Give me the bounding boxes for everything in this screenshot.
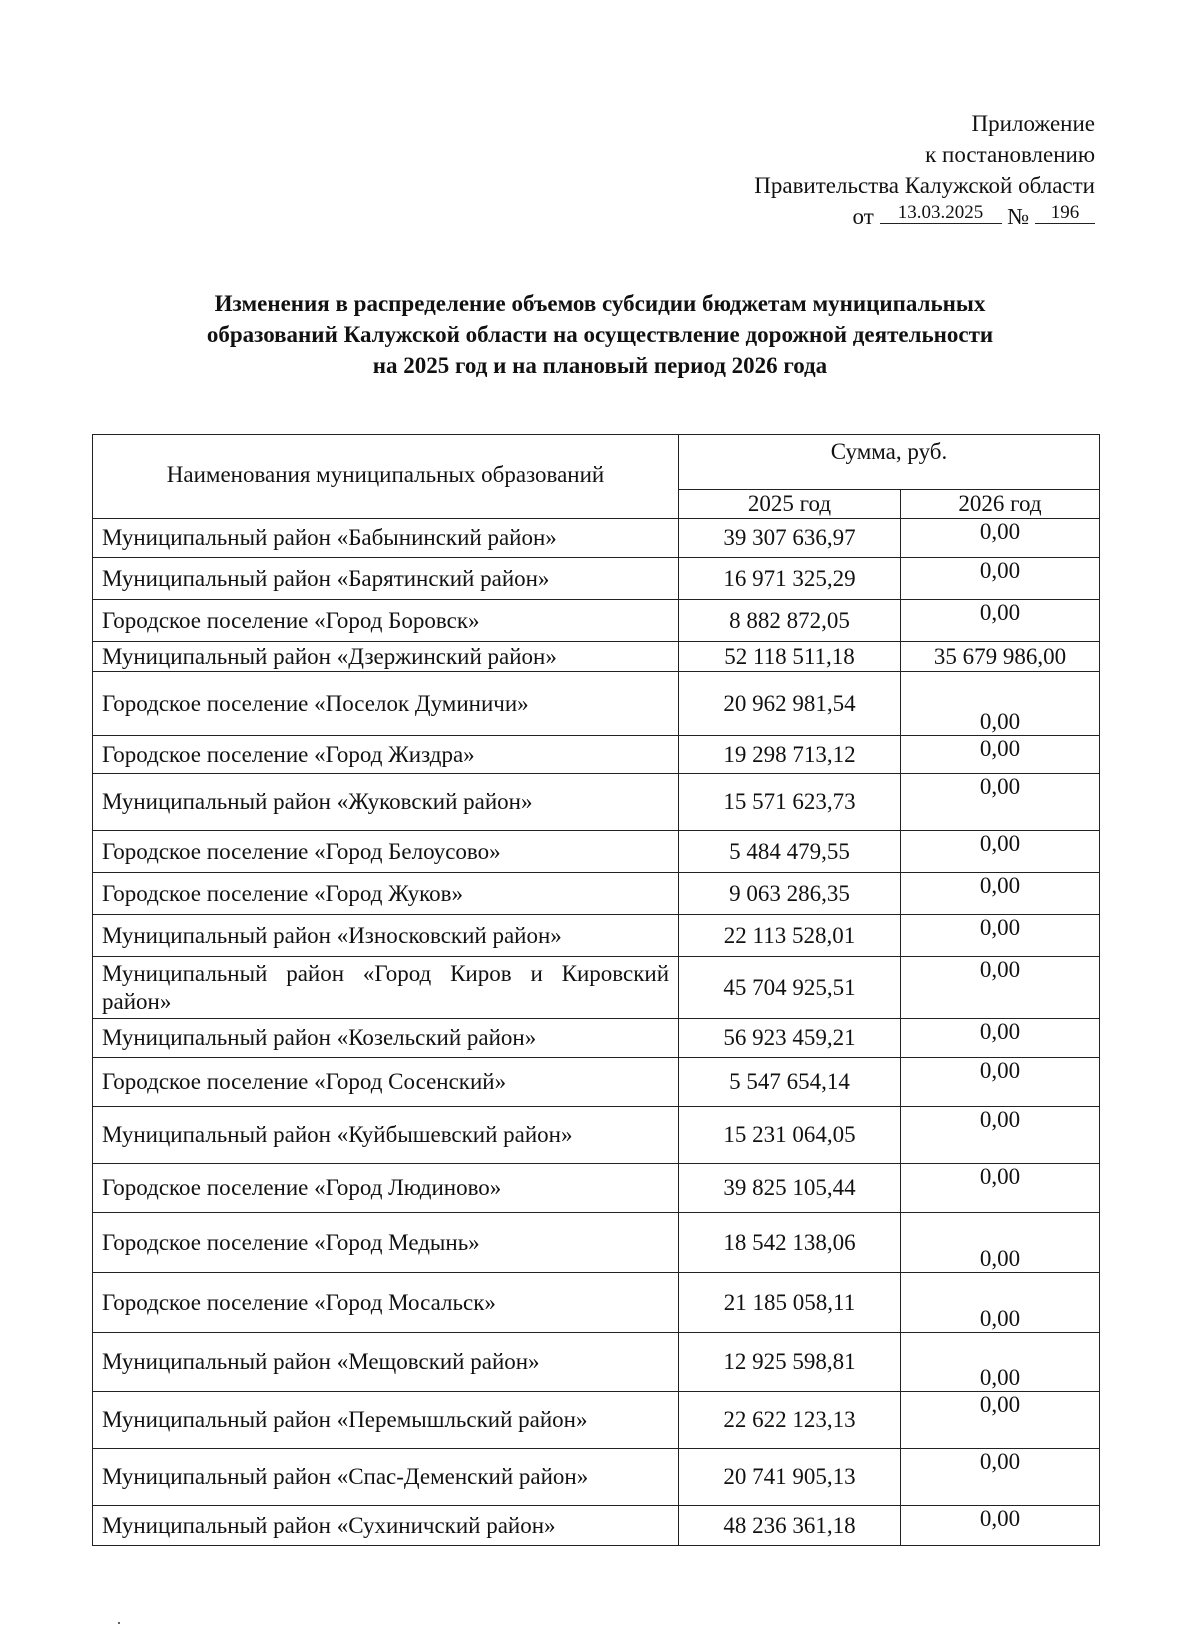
header-municipality: Наименования муниципальных образований	[93, 435, 679, 519]
table-row	[93, 1213, 1100, 1273]
table-row	[93, 957, 1100, 1019]
amount-2025: 20 962 981,54	[679, 672, 901, 736]
amount-2026: 0,00	[901, 1273, 1100, 1333]
amount-2026: 0,00	[901, 1058, 1100, 1107]
table-row	[93, 1333, 1100, 1392]
document-title	[90, 288, 1110, 381]
amount-2025: 45 704 925,51	[679, 957, 901, 1019]
amount-2025: 22 113 528,01	[679, 915, 901, 957]
appendix-line-1: Приложение	[971, 111, 1095, 136]
amount-2026: 0,00	[901, 1333, 1100, 1392]
municipality-name: Муниципальный район «Сухиничский район»	[93, 1506, 679, 1546]
amount-2026: 0,00	[901, 1019, 1100, 1058]
amount-2026: 0,00	[901, 1449, 1100, 1506]
table-row	[93, 642, 1100, 672]
municipality-name: Муниципальный район «Износковский район»	[93, 915, 679, 957]
number-label: №	[1007, 204, 1030, 229]
table-row	[93, 736, 1100, 774]
from-label: от	[852, 204, 874, 229]
municipality-name: Городское поселение «Город Жуков»	[93, 873, 679, 915]
amount-2025: 12 925 598,81	[679, 1333, 901, 1392]
amount-2026: 0,00	[901, 957, 1100, 1019]
amount-2025: 39 307 636,97	[679, 519, 901, 558]
title-line-2: образований Калужской области на осуществление дорожной деятельности	[206, 322, 994, 347]
amount-2026: 0,00	[901, 1392, 1100, 1449]
appendix-line-2: к постановлению	[925, 142, 1095, 167]
municipality-name: Муниципальный район «Перемышльский район»	[93, 1392, 679, 1449]
amount-2025: 15 231 064,05	[679, 1107, 901, 1164]
table-row	[93, 1392, 1100, 1449]
municipality-name: Городское поселение «Город Мосальск»	[93, 1273, 679, 1333]
amount-2025: 18 542 138,06	[679, 1213, 901, 1273]
amount-2025: 5 484 479,55	[679, 831, 901, 873]
municipality-name: Муниципальный район «Бабынинский район»	[93, 519, 679, 558]
decree-number: 196	[1035, 203, 1095, 224]
amount-2025: 15 571 623,73	[679, 774, 901, 831]
table-row	[93, 558, 1100, 600]
table-row	[93, 831, 1100, 873]
amount-2026: 0,00	[901, 672, 1100, 736]
amount-2026: 0,00	[901, 915, 1100, 957]
amount-2025: 39 825 105,44	[679, 1164, 901, 1213]
table-row	[93, 672, 1100, 736]
table-row	[93, 774, 1100, 831]
table-row	[93, 1449, 1100, 1506]
amount-2026: 0,00	[901, 1164, 1100, 1213]
scan-speck	[118, 1622, 120, 1624]
amount-2026: 35 679 986,00	[901, 642, 1100, 672]
table-row	[93, 915, 1100, 957]
table-row	[93, 1107, 1100, 1164]
municipality-name: Муниципальный район «Город Киров и Кировский район»	[93, 957, 679, 1019]
amount-2026: 0,00	[901, 600, 1100, 642]
municipality-name: Муниципальный район «Дзержинский район»	[93, 642, 679, 672]
municipality-name: Городское поселение «Поселок Думиничи»	[93, 672, 679, 736]
amount-2026: 0,00	[901, 873, 1100, 915]
amount-2025: 16 971 325,29	[679, 558, 901, 600]
title-line-1: Изменения в распределение объемов субсидии бюджетам муниципальных	[214, 291, 986, 316]
table-row	[93, 1019, 1100, 1058]
table-row	[93, 519, 1100, 558]
municipality-name: Муниципальный район «Барятинский район»	[93, 558, 679, 600]
municipality-name: Городское поселение «Город Белоусово»	[93, 831, 679, 873]
amount-2026: 0,00	[901, 1107, 1100, 1164]
header-2025: 2025 год	[679, 490, 901, 519]
municipality-name: Муниципальный район «Мещовский район»	[93, 1333, 679, 1392]
appendix-line-3: Правительства Калужской области	[754, 173, 1095, 198]
amount-2026: 0,00	[901, 736, 1100, 774]
amount-2025: 52 118 511,18	[679, 642, 901, 672]
decree-date: 13.03.2025	[880, 203, 1002, 224]
subsidy-table	[92, 434, 1100, 1546]
municipality-name: Муниципальный район «Жуковский район»	[93, 774, 679, 831]
header-2026: 2026 год	[901, 490, 1100, 519]
municipality-name: Городское поселение «Город Боровск»	[93, 600, 679, 642]
appendix-header	[754, 108, 1095, 232]
header-sum: Сумма, руб.	[679, 435, 1100, 490]
municipality-name: Муниципальный район «Козельский район»	[93, 1019, 679, 1058]
title-line-3: на 2025 год и на плановый период 2026 года	[372, 353, 828, 378]
amount-2025: 19 298 713,12	[679, 736, 901, 774]
table-row	[93, 873, 1100, 915]
table-row	[93, 1506, 1100, 1546]
appendix-date-line	[754, 201, 1095, 232]
municipality-name: Муниципальный район «Спас-Деменский район»	[93, 1449, 679, 1506]
municipality-name: Городское поселение «Город Жиздра»	[93, 736, 679, 774]
amount-2025: 8 882 872,05	[679, 600, 901, 642]
amount-2025: 5 547 654,14	[679, 1058, 901, 1107]
municipality-name: Городское поселение «Город Людиново»	[93, 1164, 679, 1213]
amount-2026: 0,00	[901, 558, 1100, 600]
amount-2025: 20 741 905,13	[679, 1449, 901, 1506]
table-row	[93, 1273, 1100, 1333]
amount-2025: 22 622 123,13	[679, 1392, 901, 1449]
amount-2026: 0,00	[901, 831, 1100, 873]
amount-2026: 0,00	[901, 519, 1100, 558]
amount-2026: 0,00	[901, 1506, 1100, 1546]
municipality-name: Городское поселение «Город Медынь»	[93, 1213, 679, 1273]
municipality-name: Муниципальный район «Куйбышевский район»	[93, 1107, 679, 1164]
table-row	[93, 1058, 1100, 1107]
amount-2025: 56 923 459,21	[679, 1019, 901, 1058]
table-row	[93, 600, 1100, 642]
table-row	[93, 1164, 1100, 1213]
amount-2025: 9 063 286,35	[679, 873, 901, 915]
amount-2025: 48 236 361,18	[679, 1506, 901, 1546]
amount-2026: 0,00	[901, 774, 1100, 831]
amount-2025: 21 185 058,11	[679, 1273, 901, 1333]
municipality-name: Городское поселение «Город Сосенский»	[93, 1058, 679, 1107]
amount-2026: 0,00	[901, 1213, 1100, 1273]
